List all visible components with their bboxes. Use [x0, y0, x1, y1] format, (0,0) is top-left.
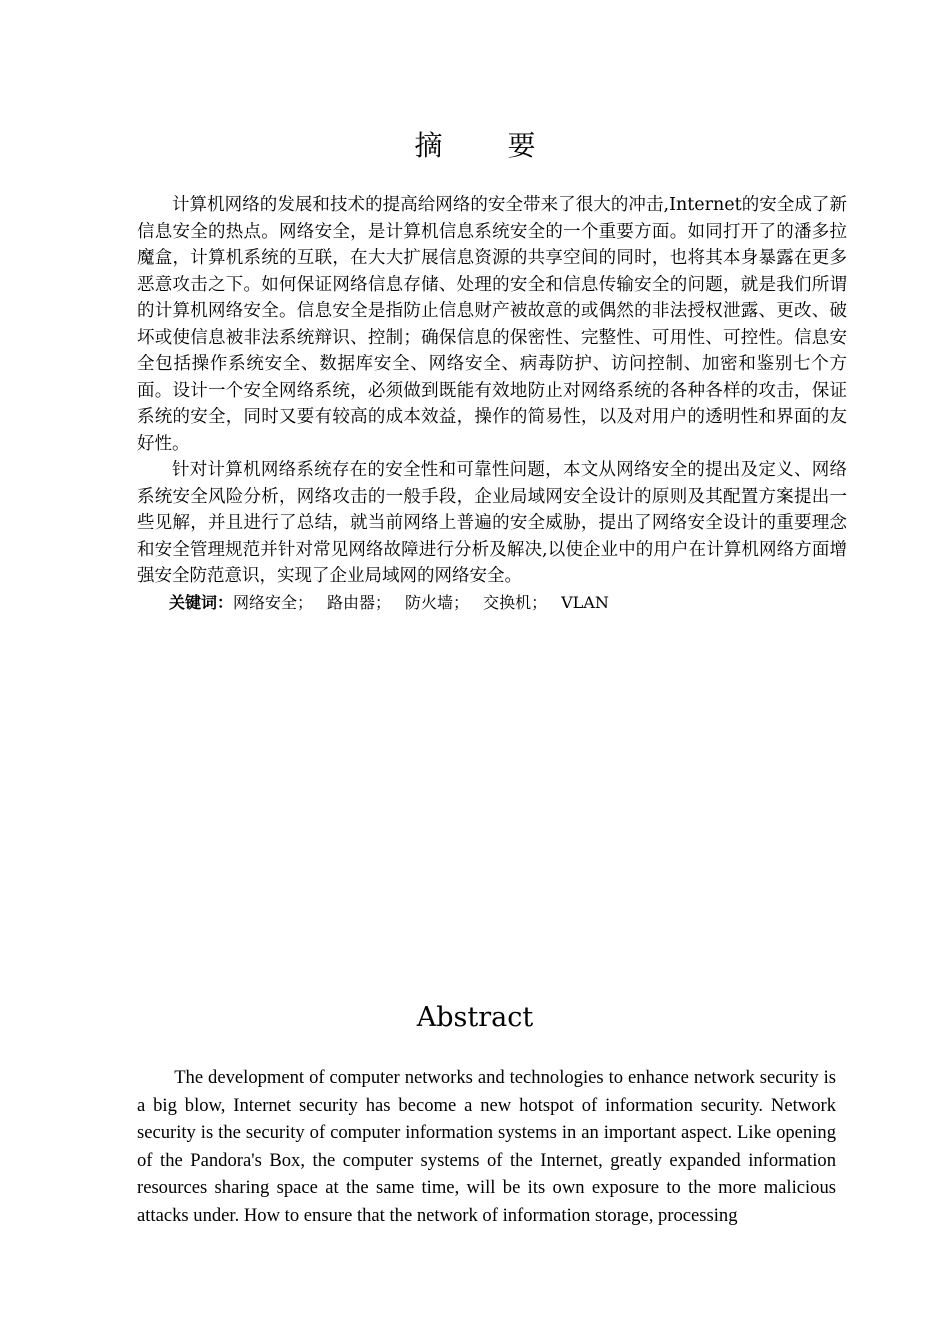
- keyword-item: 交换机；: [483, 592, 548, 612]
- english-abstract-title: Abstract: [416, 1002, 534, 1033]
- keyword-item: 路由器；: [327, 592, 392, 612]
- keywords-line: [137, 590, 847, 617]
- english-abstract-body: [137, 1064, 836, 1230]
- keywords-list: [233, 593, 623, 612]
- keywords-label: 关键词：: [169, 592, 234, 612]
- chinese-paragraph-1: 计算机网络的发展和技术的提高给网络的安全带来了很大的冲击,Internet的安全成了新信息安全的热点。网络安全，是计算机信息系统安全的一个重要方面。如同打开了的潘多拉魔盒，计算机系统的互联，在大大扩展信息资源的共享空间的同时，也将其本身暴露在更多恶意攻击之下。如何保证网络信息存储、处理的安全和信息传输安全的问题，就是我们所谓的计算机网络安全。信息安全是指防止信息财产被故意的或偶然的非法授权泄露、更改、破坏或使信息被非法系统辩识、控制；确保信息的保密性、完整性、可用性、可控性。信息安全包括操作系统安全、数据库安全、网络安全、病毒防护、访问控制、加密和鉴别七个方面。设计一个安全网络系统，必须做到既能有效地防止对网络系统的各种各样的攻击，保证系统的安全，同时又要有较高的成本效益，操作的简易性，以及对用户的透明性和界面的友好性。: [137, 195, 847, 454]
- english-paragraph-1: The development of computer networks and technologies to enhance network security is a big blow, Internet security has become a new hotspot of information security. Network security is the security of computer information systems in an important aspect. Like opening of the Pandora's Box, the computer systems of the Internet, greatly expanded information resources sharing space at the same time, will be its own exposure to the more malicious attacks under. How to ensure that the network of information storage, processing: [137, 1067, 836, 1226]
- keyword-item: 防火墙；: [405, 592, 470, 612]
- keyword-item: 网络安全；: [233, 592, 314, 612]
- chinese-abstract-title: 摘 要: [414, 129, 564, 162]
- chinese-paragraph-2: 针对计算机网络系统存在的安全性和可靠性问题，本文从网络安全的提出及定义、网络系统安全风险分析，网络攻击的一般手段，企业局域网安全设计的原则及其配置方案提出一些见解，并且进行了总结，就当前网络上普遍的安全威胁，提出了网络安全设计的重要理念和安全管理规范并针对常见网络故障进行分析及解决,以使企业中的用户在计算机网络方面增强安全防范意识，实现了企业局域网的网络安全。: [137, 460, 847, 586]
- keyword-item: VLAN: [561, 592, 609, 612]
- chinese-abstract-body: [137, 192, 847, 616]
